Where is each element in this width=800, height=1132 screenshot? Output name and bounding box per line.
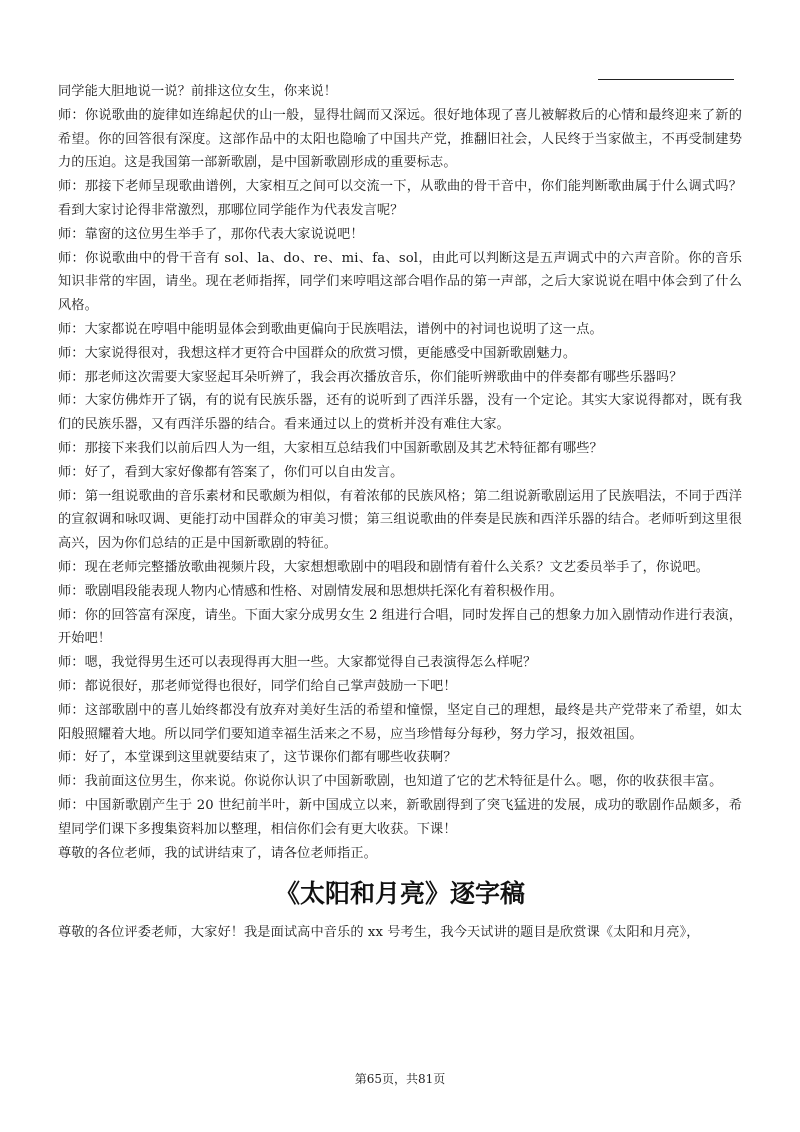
paragraph: 师：好了，看到大家好像都有答案了，你们可以自由发言。 — [58, 464, 404, 480]
section-title: 《太阳和月亮》逐字稿 — [274, 879, 525, 909]
paragraph: 师：中国新歌剧产生于 20 世纪前半叶，新中国成立以来，新歌剧得到了突飞猛进的发展，成功的歌剧作品颇多，希望同学们课下多搜集资料加以整理，相信你们会有更大收获。下课！ — [58, 797, 742, 837]
next-transcript-section — [58, 921, 742, 945]
page-footer — [0, 1071, 800, 1087]
paragraph: 师：第一组说歌曲的音乐素材和民歌颇为相似，有着浓郁的民族风格；第二组说新歌剧运用了民族唱法，不同于西洋的宣叙调和咏叹调、更能打动中国群众的审美习惯；第三组说歌曲的伴奏是民族和西洋乐器的结合。老师听到这里很高兴，因为你们总结的正是中国新歌剧的特征。 — [58, 488, 742, 552]
paragraph: 师：歌剧唱段能表现人物内心情感和性格、对剧情发展和思想烘托深化有着积极作用。 — [58, 583, 563, 599]
page-number: 第65页，共81页 — [354, 1072, 446, 1086]
paragraph: 师：那接下来我们以前后四人为一组，大家相互总结我们中国新歌剧及其艺术特征都有哪些？ — [58, 440, 603, 456]
paragraph: 师：嗯，我觉得男生还可以表现得再大胆一些。大家都觉得自己表演得怎么样呢？ — [58, 655, 537, 671]
paragraph: 师：你说歌曲中的骨干音有 sol、la、do、re、mi、fa、sol，由此可以判断这是五声调式中的六声音阶。你的音乐知识非常的牢固，请坐。现在老师指挥，同学们来哼唱这部合唱作品的第一声部，之后大家说说在唱中体会到了什么风格。 — [58, 250, 742, 314]
paragraph: 师：这部歌剧中的喜儿始终都没有放弃对美好生活的希望和憧憬，坚定自己的理想，最终是共产党带来了希望，如太阳般照耀着大地。所以同学们要知道幸福生活来之不易，应当珍惜每分每秒，努力学习，报效祖国。 — [58, 702, 742, 742]
paragraph: 师：你的回答富有深度，请坐。下面大家分成男女生 2 组进行合唱，同时发挥自己的想象力加入剧情动作进行表演，开始吧！ — [58, 607, 742, 647]
transcript-section — [58, 80, 742, 865]
paragraph: 尊敬的各位评委老师，大家好！我是面试高中音乐的 xx 号考生，我今天试讲的题目是欣赏课《太阳和月亮》， — [58, 925, 700, 941]
paragraph: 师：你说歌曲的旋律如连绵起伏的山一般，显得壮阔而又深远。很好地体现了喜儿被解救后的心情和最终迎来了新的希望。你的回答很有深度。这部作品中的太阳也隐喻了中国共产党，推翻旧社会，人民终于当家做主，不再受制建势力的压迫。这是我国第一部新歌剧，是中国新歌剧形成的重要标志。 — [58, 107, 742, 171]
paragraph: 师：我前面这位男生，你来说。你说你认识了中国新歌剧，也知道了它的艺术特征是什么。嗯，你的收获很丰富。 — [58, 774, 723, 790]
paragraph: 同学能大胆地说一说？前排这位女生，你来说！ — [58, 84, 338, 99]
document-body — [58, 80, 742, 945]
paragraph: 师：靠窗的这位男生举手了，那你代表大家说说吧！ — [58, 226, 364, 242]
paragraph: 师：大家仿佛炸开了锅，有的说有民族乐器，还有的说听到了西洋乐器，没有一个定论。其实大家说得都对，既有我们的民族乐器，又有西洋乐器的结合。看来通过以上的赏析并没有难住大家。 — [58, 393, 742, 433]
paragraph: 师：好了，本堂课到这里就要结束了，这节课你们都有哪些收获啊？ — [58, 750, 457, 766]
paragraph: 师：大家说得很对，我想这样才更符合中国群众的欣赏习惯，更能感受中国新歌剧魅力。 — [58, 345, 577, 361]
paragraph: 尊敬的各位老师，我的试讲结束了，请各位老师指正。 — [58, 845, 377, 861]
paragraph: 师：现在老师完整播放歌曲视频片段，大家想想歌剧中的唱段和剧情有着什么关系？文艺委员举手了，你说吧。 — [58, 559, 710, 575]
paragraph: 师：那老师这次需要大家竖起耳朵听辨了，我会再次播放音乐，你们能听辨歌曲中的伴奏都有哪些乐器吗？ — [58, 369, 683, 385]
paragraph: 师：都说很好，那老师觉得也很好，同学们给自己掌声鼓励一下吧！ — [58, 678, 457, 694]
paragraph: 师：那接下老师呈现歌曲谱例，大家相互之间可以交流一下，从歌曲的骨干音中，你们能判断歌曲属于什么调式吗？看到大家讨论得非常激烈，那哪位同学能作为代表发言呢？ — [58, 179, 742, 218]
paragraph: 师：大家都说在哼唱中能明显体会到歌曲更偏向于民族唱法，谱例中的衬词也说明了这一点。 — [58, 321, 603, 337]
